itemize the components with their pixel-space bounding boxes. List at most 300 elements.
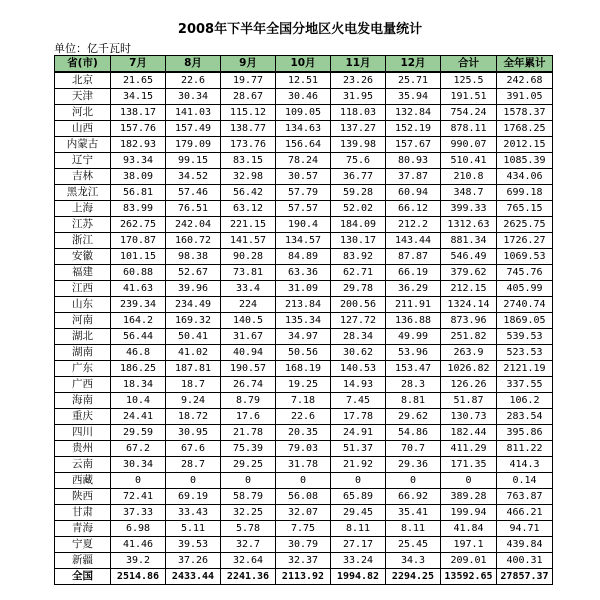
value-cell: 30.57 [276, 169, 331, 185]
value-cell: 9.24 [166, 393, 221, 409]
value-cell: 26.74 [221, 377, 276, 393]
value-cell: 262.75 [111, 217, 166, 233]
table-row [55, 345, 553, 361]
value-cell: 63.12 [221, 201, 276, 217]
value-cell: 1324.14 [441, 297, 497, 313]
header-row [55, 56, 553, 73]
value-cell: 5.11 [166, 521, 221, 537]
value-cell: 139.98 [331, 137, 386, 153]
value-cell: 1768.25 [497, 121, 553, 137]
value-cell: 63.36 [276, 265, 331, 281]
value-cell: 56.08 [276, 489, 331, 505]
table-row [55, 553, 553, 569]
value-cell: 199.94 [441, 505, 497, 521]
table-row [55, 425, 553, 441]
value-cell: 57.57 [276, 201, 331, 217]
value-cell: 93.34 [111, 153, 166, 169]
table-row [55, 297, 553, 313]
page-title: 2008年下半年全国分地区火电发电量统计 [177, 22, 423, 37]
region-cell: 广西 [55, 377, 111, 393]
value-cell: 37.87 [386, 169, 441, 185]
region-cell: 云南 [55, 457, 111, 473]
value-cell: 156.64 [276, 137, 331, 153]
value-cell: 41.46 [111, 537, 166, 553]
value-cell: 73.81 [221, 265, 276, 281]
value-cell: 170.87 [111, 233, 166, 249]
value-cell: 239.34 [111, 297, 166, 313]
value-cell: 337.55 [497, 377, 553, 393]
value-cell: 539.53 [497, 329, 553, 345]
value-cell: 213.84 [276, 297, 331, 313]
value-cell: 234.49 [166, 297, 221, 313]
value-cell: 2294.25 [386, 569, 441, 585]
value-cell: 263.9 [441, 345, 497, 361]
value-cell: 990.07 [441, 137, 497, 153]
value-cell: 210.8 [441, 169, 497, 185]
value-cell: 69.19 [166, 489, 221, 505]
value-cell: 141.57 [221, 233, 276, 249]
value-cell: 83.92 [331, 249, 386, 265]
value-cell: 39.53 [166, 537, 221, 553]
value-cell: 99.15 [166, 153, 221, 169]
value-cell: 1578.37 [497, 105, 553, 121]
value-cell: 157.76 [111, 121, 166, 137]
value-cell: 32.64 [221, 553, 276, 569]
value-cell: 36.29 [386, 281, 441, 297]
value-cell: 395.86 [497, 425, 553, 441]
value-cell: 39.96 [166, 281, 221, 297]
value-cell: 56.42 [221, 185, 276, 201]
region-cell: 山西 [55, 121, 111, 137]
value-cell: 134.57 [276, 233, 331, 249]
value-cell: 59.28 [331, 185, 386, 201]
value-cell: 152.19 [386, 121, 441, 137]
region-cell: 宁夏 [55, 537, 111, 553]
value-cell: 28.3 [386, 377, 441, 393]
value-cell: 29.78 [331, 281, 386, 297]
value-cell: 18.34 [111, 377, 166, 393]
value-cell: 34.52 [166, 169, 221, 185]
value-cell: 10.4 [111, 393, 166, 409]
value-cell: 22.6 [276, 409, 331, 425]
value-cell: 130.17 [331, 233, 386, 249]
region-cell: 西藏 [55, 473, 111, 489]
column-header: 全年累计 [497, 56, 553, 73]
value-cell: 18.7 [166, 377, 221, 393]
value-cell: 75.6 [331, 153, 386, 169]
value-cell: 21.65 [111, 72, 166, 89]
table-row [55, 105, 553, 121]
value-cell: 2121.19 [497, 361, 553, 377]
value-cell: 182.93 [111, 137, 166, 153]
value-cell: 25.71 [386, 72, 441, 89]
value-cell: 106.2 [497, 393, 553, 409]
total-row [55, 569, 553, 585]
value-cell: 1026.82 [441, 361, 497, 377]
value-cell: 130.73 [441, 409, 497, 425]
value-cell: 65.89 [331, 489, 386, 505]
value-cell: 32.07 [276, 505, 331, 521]
value-cell: 80.93 [386, 153, 441, 169]
value-cell: 135.34 [276, 313, 331, 329]
region-cell: 重庆 [55, 409, 111, 425]
value-cell: 283.54 [497, 409, 553, 425]
value-cell: 2740.74 [497, 297, 553, 313]
value-cell: 7.18 [276, 393, 331, 409]
value-cell: 811.22 [497, 441, 553, 457]
value-cell: 83.15 [221, 153, 276, 169]
value-cell: 414.3 [497, 457, 553, 473]
value-cell: 60.94 [386, 185, 441, 201]
value-cell: 763.87 [497, 489, 553, 505]
value-cell: 17.6 [221, 409, 276, 425]
value-cell: 699.18 [497, 185, 553, 201]
value-cell: 405.99 [497, 281, 553, 297]
value-cell: 87.87 [386, 249, 441, 265]
value-cell: 400.31 [497, 553, 553, 569]
value-cell: 36.77 [331, 169, 386, 185]
value-cell: 251.82 [441, 329, 497, 345]
region-cell: 湖南 [55, 345, 111, 361]
region-cell: 贵州 [55, 441, 111, 457]
value-cell: 32.25 [221, 505, 276, 521]
value-cell: 138.17 [111, 105, 166, 121]
value-cell: 29.59 [111, 425, 166, 441]
value-cell: 51.37 [331, 441, 386, 457]
table-row [55, 217, 553, 233]
value-cell: 29.45 [331, 505, 386, 521]
value-cell: 30.95 [166, 425, 221, 441]
value-cell: 21.78 [221, 425, 276, 441]
value-cell: 20.35 [276, 425, 331, 441]
region-cell: 山东 [55, 297, 111, 313]
region-cell: 安徽 [55, 249, 111, 265]
value-cell: 0 [111, 473, 166, 489]
value-cell: 32.37 [276, 553, 331, 569]
value-cell: 30.34 [166, 89, 221, 105]
value-cell: 30.62 [331, 345, 386, 361]
value-cell: 49.99 [386, 329, 441, 345]
value-cell: 31.67 [221, 329, 276, 345]
table-row [55, 489, 553, 505]
region-cell: 陕西 [55, 489, 111, 505]
value-cell: 242.04 [166, 217, 221, 233]
value-cell: 179.09 [166, 137, 221, 153]
value-cell: 30.34 [111, 457, 166, 473]
value-cell: 523.53 [497, 345, 553, 361]
value-cell: 41.02 [166, 345, 221, 361]
table-row [55, 441, 553, 457]
value-cell: 8.11 [386, 521, 441, 537]
value-cell: 7.45 [331, 393, 386, 409]
value-cell: 109.05 [276, 105, 331, 121]
table-row [55, 249, 553, 265]
table-row [55, 457, 553, 473]
table-row [55, 201, 553, 217]
value-cell: 137.27 [331, 121, 386, 137]
value-cell: 190.57 [221, 361, 276, 377]
value-cell: 2012.15 [497, 137, 553, 153]
value-cell: 169.32 [166, 313, 221, 329]
value-cell: 211.91 [386, 297, 441, 313]
value-cell: 21.92 [331, 457, 386, 473]
value-cell: 28.7 [166, 457, 221, 473]
value-cell: 8.11 [331, 521, 386, 537]
value-cell: 34.15 [111, 89, 166, 105]
value-cell: 510.41 [441, 153, 497, 169]
region-cell: 吉林 [55, 169, 111, 185]
value-cell: 138.77 [221, 121, 276, 137]
value-cell: 434.06 [497, 169, 553, 185]
value-cell: 171.35 [441, 457, 497, 473]
value-cell: 8.81 [386, 393, 441, 409]
region-cell: 福建 [55, 265, 111, 281]
value-cell: 98.38 [166, 249, 221, 265]
value-cell: 157.67 [386, 137, 441, 153]
value-cell: 190.4 [276, 217, 331, 233]
value-cell: 35.94 [386, 89, 441, 105]
value-cell: 31.95 [331, 89, 386, 105]
value-cell: 7.75 [276, 521, 331, 537]
region-cell: 浙江 [55, 233, 111, 249]
region-cell: 青海 [55, 521, 111, 537]
value-cell: 168.19 [276, 361, 331, 377]
table-row [55, 137, 553, 153]
value-cell: 2113.92 [276, 569, 331, 585]
value-cell: 1869.05 [497, 313, 553, 329]
value-cell: 52.02 [331, 201, 386, 217]
region-cell: 河南 [55, 313, 111, 329]
value-cell: 30.79 [276, 537, 331, 553]
table-row [55, 505, 553, 521]
value-cell: 8.79 [221, 393, 276, 409]
table-row [55, 153, 553, 169]
value-cell: 191.51 [441, 89, 497, 105]
unit-label: 单位：亿千瓦时 [54, 42, 131, 55]
value-cell: 221.15 [221, 217, 276, 233]
value-cell: 23.26 [331, 72, 386, 89]
value-cell: 186.25 [111, 361, 166, 377]
region-cell: 内蒙古 [55, 137, 111, 153]
value-cell: 126.26 [441, 377, 497, 393]
value-cell: 57.46 [166, 185, 221, 201]
value-cell: 29.25 [221, 457, 276, 473]
value-cell: 31.78 [276, 457, 331, 473]
region-cell: 江苏 [55, 217, 111, 233]
value-cell: 115.12 [221, 105, 276, 121]
value-cell: 182.44 [441, 425, 497, 441]
value-cell: 50.56 [276, 345, 331, 361]
value-cell: 1994.82 [331, 569, 386, 585]
value-cell: 153.47 [386, 361, 441, 377]
value-cell: 101.15 [111, 249, 166, 265]
value-cell: 29.36 [386, 457, 441, 473]
value-cell: 125.5 [441, 72, 497, 89]
value-cell: 83.99 [111, 201, 166, 217]
value-cell: 32.98 [221, 169, 276, 185]
value-cell: 0 [221, 473, 276, 489]
region-cell: 黑龙江 [55, 185, 111, 201]
table-row [55, 521, 553, 537]
table-row [55, 185, 553, 201]
value-cell: 31.09 [276, 281, 331, 297]
value-cell: 25.45 [386, 537, 441, 553]
value-cell: 27.17 [331, 537, 386, 553]
region-cell: 北京 [55, 72, 111, 89]
table-row [55, 329, 553, 345]
region-cell: 湖北 [55, 329, 111, 345]
value-cell: 18.72 [166, 409, 221, 425]
value-cell: 32.7 [221, 537, 276, 553]
value-cell: 2433.44 [166, 569, 221, 585]
region-cell: 上海 [55, 201, 111, 217]
table-body [55, 72, 553, 585]
value-cell: 754.24 [441, 105, 497, 121]
table-row [55, 393, 553, 409]
table-row [55, 409, 553, 425]
value-cell: 1069.53 [497, 249, 553, 265]
value-cell: 40.94 [221, 345, 276, 361]
value-cell: 212.15 [441, 281, 497, 297]
value-cell: 29.62 [386, 409, 441, 425]
value-cell: 5.78 [221, 521, 276, 537]
table-row [55, 233, 553, 249]
value-cell: 209.01 [441, 553, 497, 569]
table-row [55, 473, 553, 489]
column-header: 12月 [386, 56, 441, 73]
value-cell: 1726.27 [497, 233, 553, 249]
value-cell: 54.86 [386, 425, 441, 441]
value-cell: 19.25 [276, 377, 331, 393]
value-cell: 439.84 [497, 537, 553, 553]
value-cell: 2625.75 [497, 217, 553, 233]
value-cell: 33.4 [221, 281, 276, 297]
value-cell: 132.84 [386, 105, 441, 121]
value-cell: 160.72 [166, 233, 221, 249]
value-cell: 37.33 [111, 505, 166, 521]
value-cell: 28.67 [221, 89, 276, 105]
value-cell: 0 [166, 473, 221, 489]
value-cell: 52.67 [166, 265, 221, 281]
value-cell: 187.81 [166, 361, 221, 377]
region-cell: 甘肃 [55, 505, 111, 521]
value-cell: 24.91 [331, 425, 386, 441]
value-cell: 0 [441, 473, 497, 489]
column-header: 9月 [221, 56, 276, 73]
table-row [55, 72, 553, 89]
column-header: 省(市) [55, 56, 111, 73]
table-row [55, 361, 553, 377]
value-cell: 1085.39 [497, 153, 553, 169]
value-cell: 127.72 [331, 313, 386, 329]
column-header: 合计 [441, 56, 497, 73]
table-row [55, 265, 553, 281]
value-cell: 164.2 [111, 313, 166, 329]
region-cell: 全国 [55, 569, 111, 585]
value-cell: 66.92 [386, 489, 441, 505]
region-cell: 四川 [55, 425, 111, 441]
value-cell: 389.28 [441, 489, 497, 505]
table-row [55, 121, 553, 137]
value-cell: 141.03 [166, 105, 221, 121]
value-cell: 33.24 [331, 553, 386, 569]
value-cell: 56.44 [111, 329, 166, 345]
value-cell: 79.03 [276, 441, 331, 457]
value-cell: 50.41 [166, 329, 221, 345]
value-cell: 0 [386, 473, 441, 489]
value-cell: 67.6 [166, 441, 221, 457]
value-cell: 200.56 [331, 297, 386, 313]
value-cell: 881.34 [441, 233, 497, 249]
region-cell: 天津 [55, 89, 111, 105]
value-cell: 466.21 [497, 505, 553, 521]
value-cell: 38.09 [111, 169, 166, 185]
column-header: 7月 [111, 56, 166, 73]
value-cell: 72.41 [111, 489, 166, 505]
table-row [55, 377, 553, 393]
value-cell: 136.88 [386, 313, 441, 329]
value-cell: 58.79 [221, 489, 276, 505]
column-header: 11月 [331, 56, 386, 73]
value-cell: 140.5 [221, 313, 276, 329]
value-cell: 24.41 [111, 409, 166, 425]
value-cell: 765.15 [497, 201, 553, 217]
table-row [55, 169, 553, 185]
value-cell: 30.46 [276, 89, 331, 105]
value-cell: 411.29 [441, 441, 497, 457]
value-cell: 78.24 [276, 153, 331, 169]
value-cell: 53.96 [386, 345, 441, 361]
table-row [55, 537, 553, 553]
value-cell: 878.11 [441, 121, 497, 137]
value-cell: 391.05 [497, 89, 553, 105]
table-row [55, 281, 553, 297]
value-cell: 34.97 [276, 329, 331, 345]
value-cell: 242.68 [497, 72, 553, 89]
value-cell: 140.53 [331, 361, 386, 377]
value-cell: 2514.86 [111, 569, 166, 585]
value-cell: 224 [221, 297, 276, 313]
data-table [54, 55, 553, 585]
value-cell: 66.19 [386, 265, 441, 281]
value-cell: 70.7 [386, 441, 441, 457]
region-cell: 广东 [55, 361, 111, 377]
value-cell: 22.6 [166, 72, 221, 89]
value-cell: 873.96 [441, 313, 497, 329]
value-cell: 33.43 [166, 505, 221, 521]
table-row [55, 313, 553, 329]
value-cell: 67.2 [111, 441, 166, 457]
value-cell: 143.44 [386, 233, 441, 249]
region-cell: 河北 [55, 105, 111, 121]
value-cell: 6.98 [111, 521, 166, 537]
value-cell: 379.62 [441, 265, 497, 281]
value-cell: 46.8 [111, 345, 166, 361]
value-cell: 212.2 [386, 217, 441, 233]
value-cell: 399.33 [441, 201, 497, 217]
value-cell: 14.93 [331, 377, 386, 393]
value-cell: 56.81 [111, 185, 166, 201]
value-cell: 66.12 [386, 201, 441, 217]
value-cell: 90.28 [221, 249, 276, 265]
value-cell: 37.26 [166, 553, 221, 569]
column-header: 8月 [166, 56, 221, 73]
value-cell: 0 [276, 473, 331, 489]
value-cell: 745.76 [497, 265, 553, 281]
region-cell: 新疆 [55, 553, 111, 569]
value-cell: 34.3 [386, 553, 441, 569]
value-cell: 19.77 [221, 72, 276, 89]
